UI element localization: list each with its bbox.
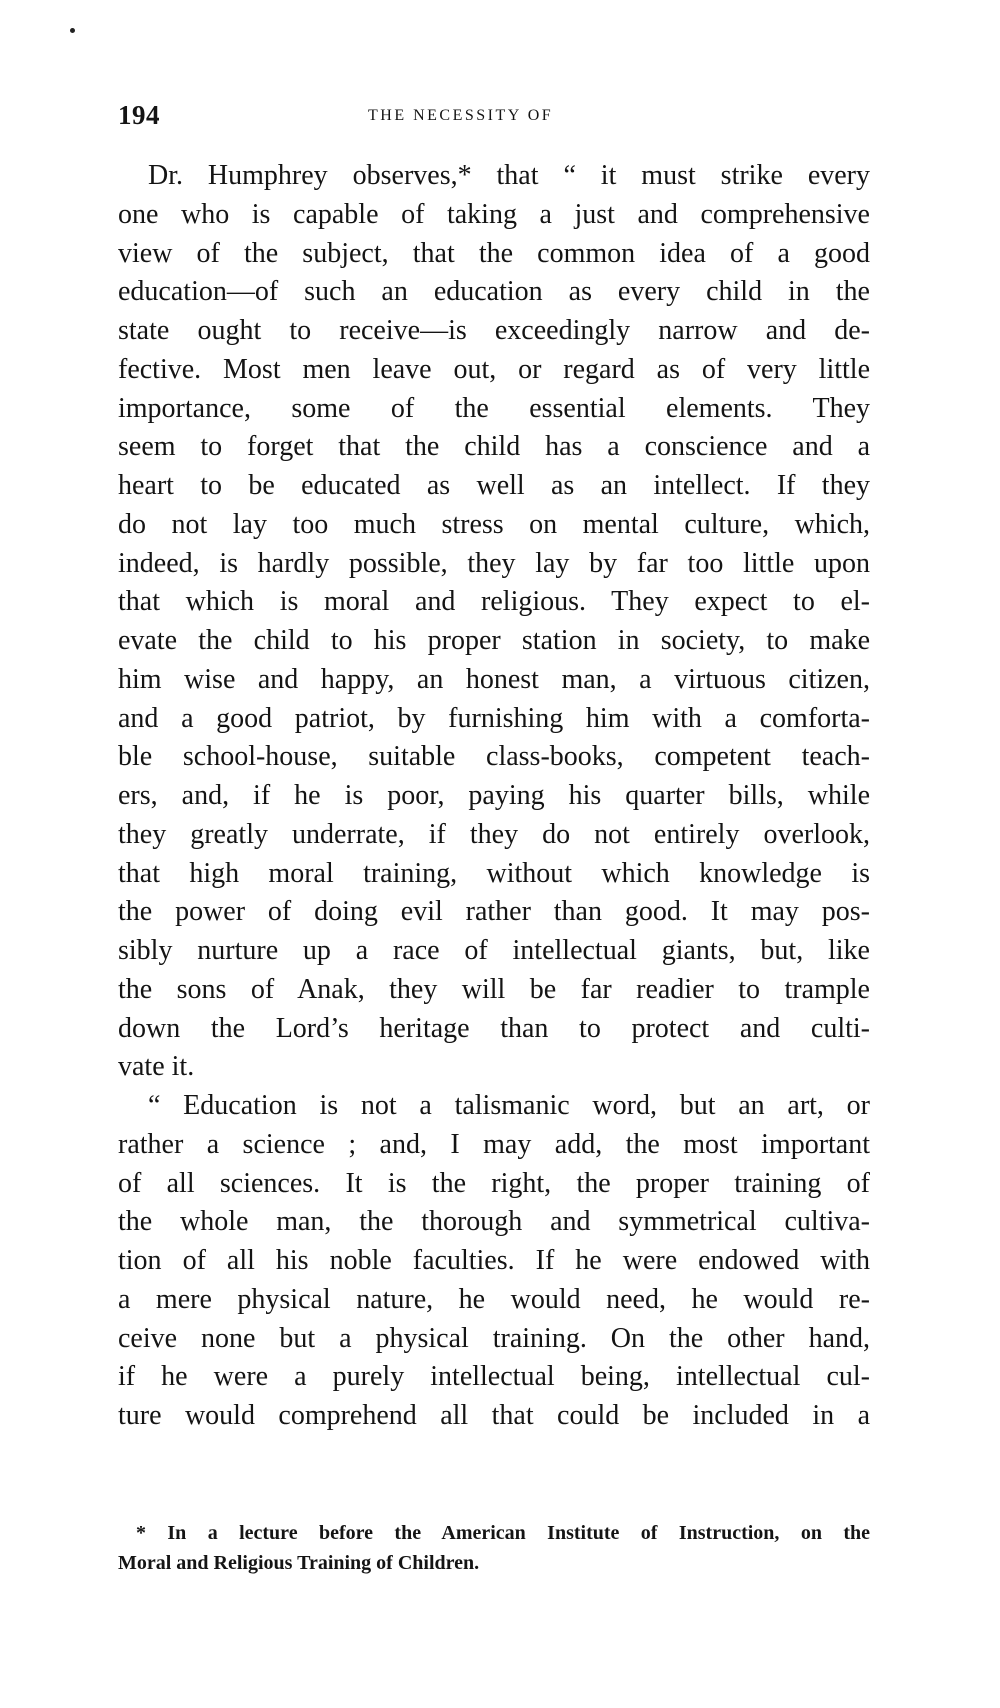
text-line: that high moral training, without which knowledge is xyxy=(118,857,870,889)
text-line: indeed, is hardly possible, they lay by far too little upon xyxy=(118,547,870,579)
text-line: one who is capable of taking a just and comprehensive xyxy=(118,198,870,230)
text-line: tion of all his noble faculties. If he were endowed with xyxy=(118,1245,870,1276)
text-line: “ Education is not a talismanic word, but an art, or xyxy=(148,1090,870,1121)
page-header xyxy=(118,100,870,140)
text-line: evate the child to his proper station in society, to make xyxy=(118,625,870,656)
text-line: do not lay too much stress on mental culture, which, xyxy=(118,508,870,540)
text-line: the sons of Anak, they will be far readier to trample xyxy=(118,973,870,1005)
text-line: fective. Most men leave out, or regard as of very little xyxy=(118,353,870,385)
text-line: the power of doing evil rather than good. It may pos- xyxy=(118,896,870,928)
text-line: Dr. Humphrey observes,* that “ it must strike every xyxy=(148,160,870,191)
text-line: vate it. xyxy=(118,1051,195,1083)
text-line: state ought to receive—is exceedingly narrow and de- xyxy=(118,315,870,346)
text-line: seem to forget that the child has a conscience and a xyxy=(118,431,870,463)
text-line: sibly nurture up a race of intellectual giants, but, like xyxy=(118,935,870,966)
stray-mark xyxy=(70,28,75,33)
body-text xyxy=(118,157,870,1436)
footnote-line: * In a lecture before the American Institute of Instruction, on the xyxy=(136,1522,870,1544)
running-head: THE NECESSITY OF xyxy=(368,107,554,124)
text-line: ble school-house, suitable class-books, competent teach- xyxy=(118,741,870,773)
text-line: him wise and happy, an honest man, a virtuous citizen, xyxy=(118,663,870,695)
text-line: a mere physical nature, he would need, he would re- xyxy=(118,1283,870,1315)
text-line: of all sciences. It is the right, the proper training of xyxy=(118,1167,870,1199)
text-line: rather a science ; and, I may add, the most important xyxy=(118,1128,870,1160)
page-number: 194 xyxy=(118,100,160,130)
text-line: importance, some of the essential elements. They xyxy=(118,392,870,424)
text-line: that which is moral and religious. They expect to el- xyxy=(118,586,870,618)
text-line: if he were a purely intellectual being, intellectual cul- xyxy=(118,1361,870,1393)
text-line: education—of such an education as every child in the xyxy=(118,276,870,308)
text-line: ceive none but a physical training. On the other hand, xyxy=(118,1322,870,1354)
text-line: the whole man, the thorough and symmetrical cultiva- xyxy=(118,1206,870,1238)
text-line: ture would comprehend all that could be included in a xyxy=(118,1400,870,1431)
text-line: view of the subject, that the common idea of a good xyxy=(118,237,870,269)
text-line: and a good patriot, by furnishing him with a comforta- xyxy=(118,702,870,734)
text-line: ers, and, if he is poor, paying his quarter bills, while xyxy=(118,780,870,811)
text-line: down the Lord’s heritage than to protect and culti- xyxy=(118,1012,870,1044)
text-line: they greatly underrate, if they do not entirely overlook, xyxy=(118,818,870,850)
text-line: heart to be educated as well as an intellect. If they xyxy=(118,470,870,501)
footnote xyxy=(118,1518,870,1578)
footnote-line: Moral and Religious Training of Children. xyxy=(118,1552,480,1574)
